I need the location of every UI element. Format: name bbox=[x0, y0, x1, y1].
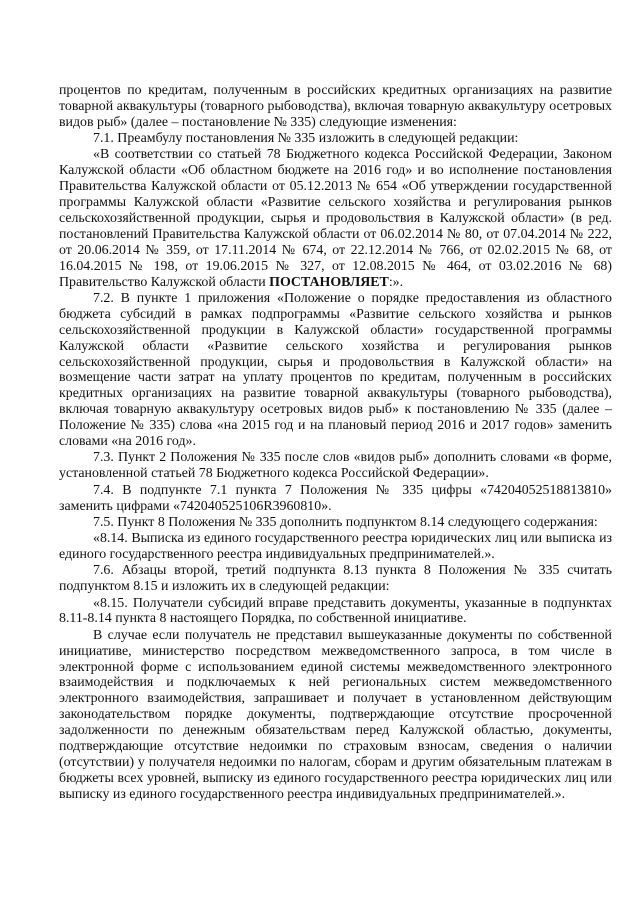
paragraph-7-2: 7.2. В пункте 1 приложения «Положение о порядке предоставления из областного бюджета субсидий в рамках подпрограммы «Развитие сельского хозяйства и рынков сельскохозяйственной продукции в Калужской области» государственной программы Калужской области «Развитие сельского хозяйства и регулирования рынков сельскохозяйственной продукции, сырья и продовольствия в Калужской области» на возмещение части затрат на уплату процентов по кредитам, полученным в российских кредитных организациях на развитие товарной аквакультуры (товарного рыбоводства), включая товарную аквакультуру осетровых видов рыб» к постановлению № 335 (далее – Положение № 335) слова «на 2015 год и на плановый период 2016 и 2017 годов» заменить словами «на 2016 год». bbox=[59, 290, 612, 450]
paragraph-7-4: 7.4. В подпункте 7.1 пункта 7 Положения № 335 цифры «74204052518813810» заменить цифрами «742040525106R3960810». bbox=[59, 482, 612, 514]
paragraph-final: В случае если получатель не представил вышеуказанные документы по собственной инициативе, министерство посредством межведомственного запроса, в том числе в электронной форме с использованием единой системы межведомственного электронного взаимодействия и подключаемых к ней региональных систем межведомственного электронного взаимодействия, запрашивает и получает в установленном действующим законодательством порядке документы, подтверждающие отсутствие просроченной задолженности по денежным обязательствам перед Калужской областью, документы, подтверждающие отсутствие недоимки по страховым взносам, сведения о наличии (отсутствии) у получателя недоимки по налогам, сборам и другим обязательным платежам в бюджеты всех уровней, выписку из единого государственного реестра юридических лиц или выписку из единого государственного реестра индивидуальных предпринимателей.». bbox=[59, 627, 612, 802]
paragraph-7-3: 7.3. Пункт 2 Положения № 335 после слов «видов рыб» дополнить словами «в форме, установленной статьей 78 Бюджетного кодекса Российской Федерации». bbox=[59, 450, 612, 482]
paragraph-intro: процентов по кредитам, полученным в российских кредитных организациях на развитие товарной аквакультуры (товарного рыбоводства), включая товарную аквакультуру осетровых видов рыб» (далее – постановление № 335) следующие изменения: bbox=[59, 83, 612, 130]
paragraph-8-14: «8.14. Выписка из единого государственного реестра юридических лиц или выписка из единого государственного реестра индивидуальных предпринимателей.». bbox=[59, 531, 612, 563]
paragraph-7-5: 7.5. Пункт 8 Положения № 335 дополнить подпунктом 8.14 следующего содержания: bbox=[93, 514, 598, 530]
decree-tail: :». bbox=[388, 274, 404, 290]
paragraph-7-1: 7.1. Преамбулу постановления № 335 изложить в следующей редакции: bbox=[93, 131, 519, 147]
preamble-text: «В соответствии со статьей 78 Бюджетного кодекса Российской Федерации, Законом Калужской области «Об областном бюджете на 2016 год» и во исполнение постановления Правительства Калужской области от 05.12.2013 № 654 «Об утверждении государственной программы Калужской области «Развитие сельского хозяйства и регулирования рынков сельскохозяйственной продукции, сырья и продовольствия в Калужской области» (в ред. постановлений Правительства Калужской области от 06.02.2014 № 80, от 07.04.2014 № 222, от 20.06.2014 № 359, от 17.11.2014 № 674, от 22.12.2014 № 766, от 02.02.2015 № 68, от 16.04.2015 № 198, от 19.06.2015 № 327, от 12.08.2015 № 464, от 03.02.2016 № 68) Правительство Калужской области bbox=[59, 147, 612, 290]
paragraph-7-6: 7.6. Абзацы второй, третий подпункта 8.13 пункта 8 Положения № 335 считать подпунктом 8.15 и изложить их в следующей редакции: bbox=[59, 563, 612, 595]
decree-word: ПОСТАНОВЛЯЕТ bbox=[269, 274, 389, 290]
document-body bbox=[59, 83, 612, 803]
paragraph-8-15: «8.15. Получатели субсидий вправе представить документы, указанные в подпунктах 8.11-8.14 пункта 8 настоящего Порядка, по собственной инициативе. bbox=[59, 595, 612, 627]
paragraph-preamble bbox=[59, 147, 612, 290]
